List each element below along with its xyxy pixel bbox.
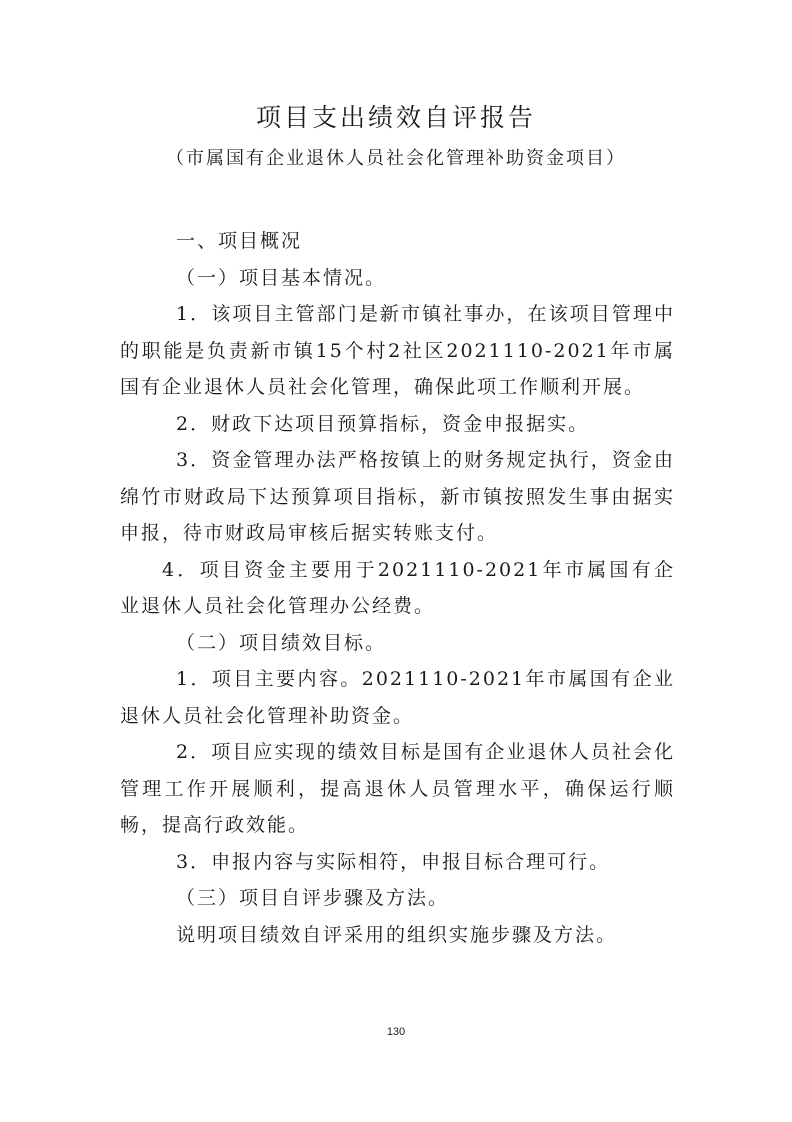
document-body <box>120 223 675 953</box>
paragraph-goal-2: 2．项目应实现的绩效目标是国有企业退休人员社会化管理工作开展顺利，提高退休人员管理水平，确保运行顺畅，提高行政效能。 <box>120 741 675 836</box>
paragraph-self-evaluation-desc: 说明项目绩效自评采用的组织实施步骤及方法。 <box>176 923 618 946</box>
paragraph-item-3: 3．资金管理办法严格按镇上的财务规定执行，资金由绵竹市财政局下达预算项目指标，新市镇按照发生事由据实申报，待市财政局审核后据实转账支付。 <box>120 449 675 544</box>
paragraph-item-1: 1．该项目主管部门是新市镇社事办，在该项目管理中的职能是负责新市镇15个村2社区2021110-2021年市属国有企业退休人员社会化管理，确保此项工作顺利开展。 <box>120 303 675 398</box>
document-title: 项目支出绩效自评报告 <box>255 103 536 132</box>
subsection-heading-self-evaluation: （三）项目自评步骤及方法。 <box>176 887 450 909</box>
subsection-heading-performance-goals: （二）项目绩效目标。 <box>176 631 387 654</box>
document-subtitle: （市属国有企业退休人员社会化管理补助资金项目） <box>166 148 626 169</box>
subsection-heading-basic-info: （一）项目基本情况。 <box>176 266 387 289</box>
section-heading-project-overview: 一、项目概况 <box>176 230 303 252</box>
paragraph-item-2: 2．财政下达项目预算指标，资金申报据实。 <box>176 412 590 435</box>
paragraph-goal-3: 3．申报内容与实际相符，申报目标合理可行。 <box>176 850 611 873</box>
paragraph-goal-1: 1．项目主要内容。2021110-2021年市属国有企业退休人员社会化管理补助资金。 <box>120 668 675 727</box>
paragraph-item-4: 4．项目资金主要用于2021110-2021年市属国有企业退休人员社会化管理办公经费。 <box>120 558 675 617</box>
page-number: 130 <box>386 1026 406 1038</box>
